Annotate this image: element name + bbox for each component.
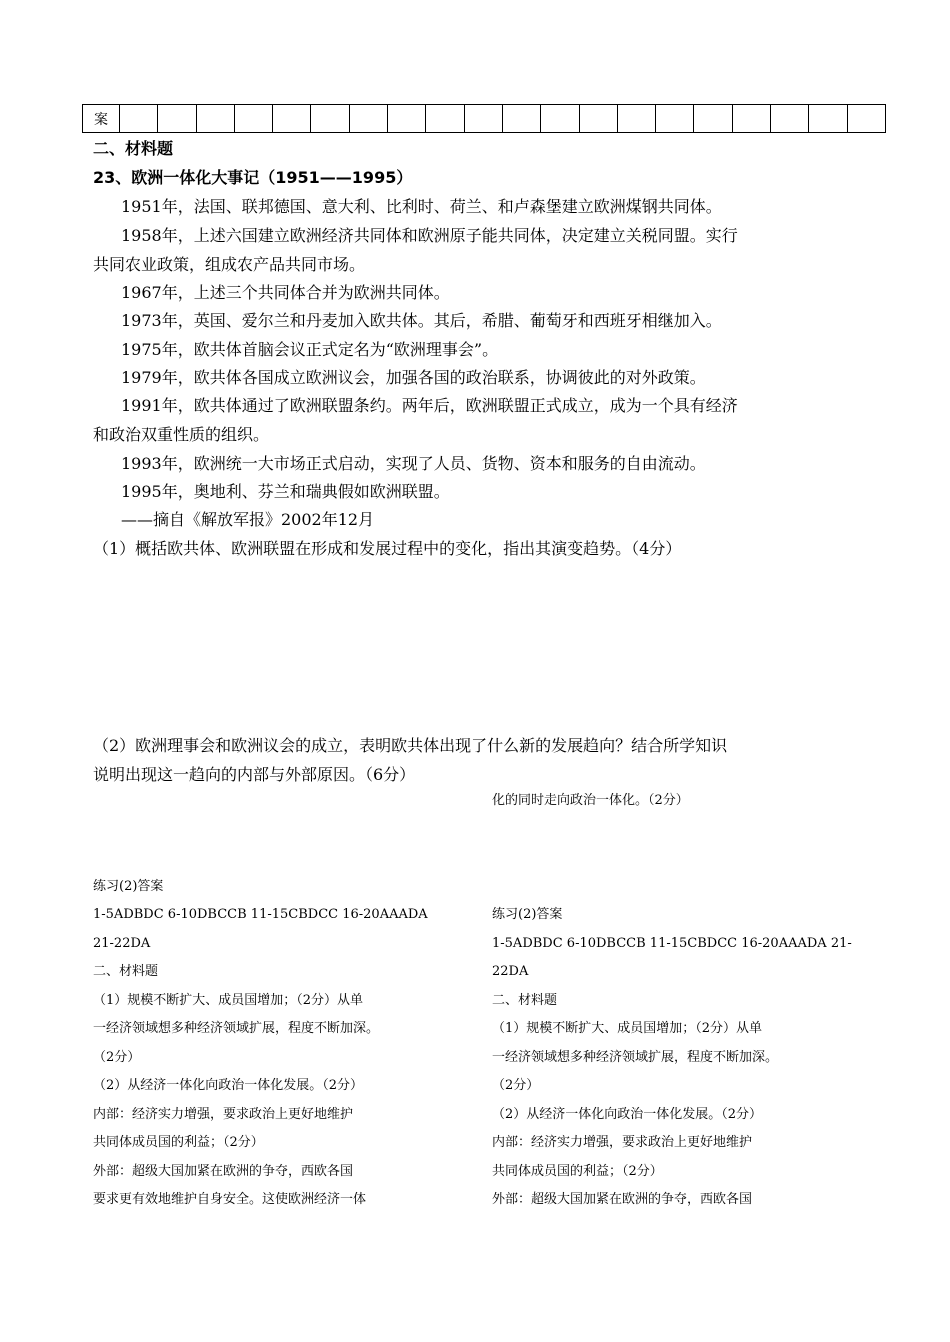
answer-cell[interactable] <box>234 105 272 133</box>
answer-grid <box>82 104 886 133</box>
answer-line: 22DA <box>492 964 529 979</box>
answer-cell[interactable] <box>120 105 158 133</box>
answer-cell[interactable] <box>617 105 655 133</box>
answer-line: 外部：超级大国加紧在欧洲的争夺，西欧各国 <box>93 1164 354 1179</box>
answer-title: 练习(2)答案 <box>492 907 563 922</box>
answer-line: （1）规模不断扩大、成员国增加；（2分）从单 <box>93 993 364 1008</box>
answer-cell[interactable] <box>502 105 540 133</box>
answer-line: 内部：经济实力增强，要求政治上更好地维护 <box>492 1135 753 1150</box>
answer-line: 一经济领域想多种经济领域扩展，程度不断加深。 <box>93 1021 380 1036</box>
answer-cell[interactable] <box>196 105 234 133</box>
event-line: 1979年，欧共体各国成立欧洲议会，加强各国的政治联系，协调彼此的对外政策。 <box>121 368 706 387</box>
answer-cell[interactable] <box>809 105 847 133</box>
answer-cell[interactable] <box>388 105 426 133</box>
answer-cell[interactable] <box>694 105 732 133</box>
answer-line: 内部：经济实力增强，要求政治上更好地维护 <box>93 1107 354 1122</box>
answer-cell[interactable] <box>579 105 617 133</box>
question-23-title: 23、欧洲一体化大事记（1951——1995） <box>93 168 413 187</box>
answer-line: （2）从经济一体化向政治一体化发展。（2分） <box>492 1107 763 1122</box>
answer-line: 1-5ADBDC 6-10DBCCB 11-15CBDCC 16-20AAADA 21- <box>492 936 852 951</box>
answer-line: （2）从经济一体化向政治一体化发展。（2分） <box>93 1078 364 1093</box>
event-line: 共同农业政策，组成农产品共同市场。 <box>93 255 366 274</box>
answer-cell[interactable] <box>732 105 770 133</box>
answer-cell[interactable] <box>349 105 387 133</box>
answer-grid-label-cell: 案 <box>83 105 120 133</box>
answer-line: 二、材料题 <box>492 993 558 1008</box>
event-line: 1975年，欧共体首脑会议正式定名为“欧洲理事会”。 <box>121 340 499 359</box>
answer-cell[interactable] <box>273 105 311 133</box>
event-line: 1995年，奥地利、芬兰和瑞典假如欧洲联盟。 <box>121 482 450 501</box>
sub-question-2-line-1: （2）欧洲理事会和欧洲议会的成立，表明欧共体出现了什么新的发展趋向？结合所学知识 <box>93 736 728 755</box>
sub-question-2-line-2: 说明出现这一趋向的内部与外部原因。（6分） <box>93 765 416 784</box>
answer-line: （2分） <box>492 1078 540 1093</box>
event-line: 1991年，欧共体通过了欧洲联盟条约。两年后，欧洲联盟正式成立，成为一个具有经济 <box>121 396 738 415</box>
answer-line: （2分） <box>93 1050 141 1065</box>
answer-cell[interactable] <box>541 105 579 133</box>
answer-line: 1-5ADBDC 6-10DBCCB 11-15CBDCC 16-20AAADA <box>93 907 428 922</box>
answer-line: 共同体成员国的利益；（2分） <box>93 1135 264 1150</box>
answer-cell[interactable] <box>464 105 502 133</box>
event-line: 和政治双重性质的组织。 <box>93 425 270 444</box>
answer-fragment: 化的同时走向政治一体化。（2分） <box>492 793 689 808</box>
source-citation: ——摘自《解放军报》2002年12月 <box>121 510 375 529</box>
event-line: 1967年，上述三个共同体合并为欧洲共同体。 <box>121 283 450 302</box>
answer-line: 一经济领域想多种经济领域扩展，程度不断加深。 <box>492 1050 779 1065</box>
answer-cell[interactable] <box>656 105 694 133</box>
answer-line: 二、材料题 <box>93 964 159 979</box>
event-line: 1951年，法国、联邦德国、意大利、比利时、荷兰、和卢森堡建立欧洲煤钢共同体。 <box>121 197 722 216</box>
answer-line: 21-22DA <box>93 936 151 951</box>
sub-question-1: （1）概括欧共体、欧洲联盟在形成和发展过程中的变化，指出其演变趋势。（4分） <box>93 539 682 558</box>
event-line: 1973年，英国、爱尔兰和丹麦加入欧共体。其后，希腊、葡萄牙和西班牙相继加入。 <box>121 311 722 330</box>
answer-cell[interactable] <box>158 105 196 133</box>
event-line: 1958年，上述六国建立欧洲经济共同体和欧洲原子能共同体，决定建立关税同盟。实行 <box>121 226 738 245</box>
answer-line: 要求更有效地维护自身安全。这使欧洲经济一体 <box>93 1192 367 1207</box>
answer-grid-row <box>83 105 886 133</box>
answer-cell[interactable] <box>847 105 885 133</box>
section-heading: 二、材料题 <box>93 139 174 158</box>
answer-cell[interactable] <box>426 105 464 133</box>
answer-line: 外部：超级大国加紧在欧洲的争夺，西欧各国 <box>492 1192 753 1207</box>
answer-line: （1）规模不断扩大、成员国增加；（2分）从单 <box>492 1021 763 1036</box>
answer-cell[interactable] <box>311 105 349 133</box>
answer-title: 练习(2)答案 <box>93 879 164 894</box>
answer-cell[interactable] <box>771 105 809 133</box>
answer-line: 共同体成员国的利益；（2分） <box>492 1164 663 1179</box>
event-line: 1993年，欧洲统一大市场正式启动，实现了人员、货物、资本和服务的自由流动。 <box>121 454 706 473</box>
